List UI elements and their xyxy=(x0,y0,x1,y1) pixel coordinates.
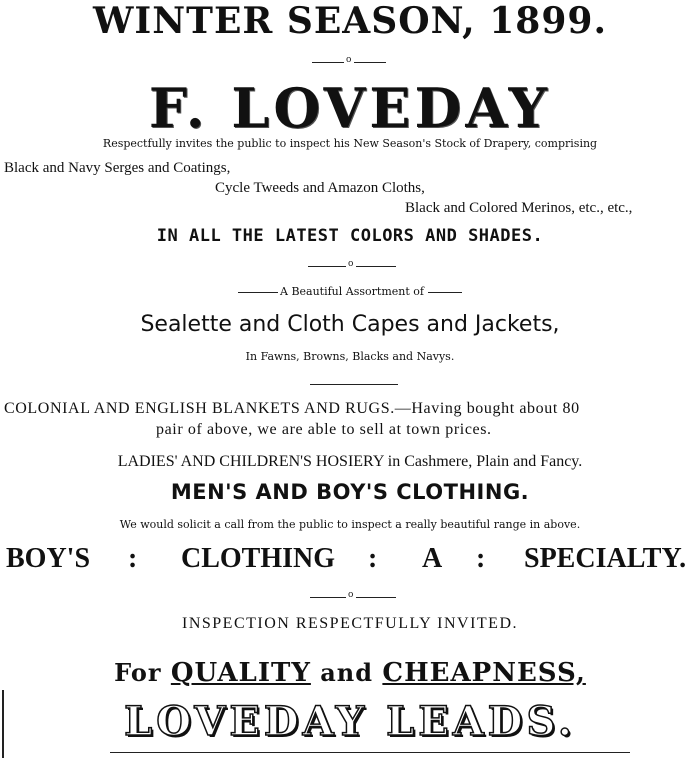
quality-and: and xyxy=(320,658,374,687)
divider-3 xyxy=(310,384,398,385)
capes-shades: In Fawns, Browns, Blacks and Navys. xyxy=(245,350,455,363)
stock-line-3: Black and Colored Merinos, etc., etc., xyxy=(405,200,633,216)
blankets-line-2: pair of above, we are able to sell at town prices. xyxy=(156,421,492,438)
quality-for: For xyxy=(114,658,162,687)
divider-left-2 xyxy=(308,266,346,267)
clothing-solicit: We would solicit a call from the public to inspect a really beautiful range in above. xyxy=(119,518,581,531)
specialty-word-3: A xyxy=(422,543,443,574)
specialty-word-2: CLOTHING xyxy=(181,543,336,574)
clothing-heading: MEN'S AND BOY'S CLOTHING. xyxy=(170,480,530,504)
divider-right-2 xyxy=(356,266,396,267)
divider-mark-2: o xyxy=(348,259,354,269)
page-title: WINTER SEASON, 1899. xyxy=(93,0,607,42)
specialty-sep-3: : xyxy=(476,543,486,574)
stock-line-2: Cycle Tweeds and Amazon Cloths, xyxy=(215,180,425,196)
colors-line: IN ALL THE LATEST COLORS AND SHADES. xyxy=(156,226,544,246)
merchant-name: F. LOVEDAY xyxy=(148,76,552,140)
specialty-word-4: SPECIALTY. xyxy=(524,543,687,574)
divider-right-4 xyxy=(356,597,396,598)
divider-left-4 xyxy=(310,597,346,598)
specialty-sep-2: : xyxy=(368,543,378,574)
hosiery-line: LADIES' AND CHILDREN'S HOSIERY in Cashmere, Plain and Fancy. xyxy=(117,453,583,470)
divider-mark-4: o xyxy=(348,590,354,600)
specialty-word-1: BOY'S xyxy=(6,543,91,574)
left-edge-mark xyxy=(2,690,4,758)
leads-line: LOVEDAY LEADS. xyxy=(124,698,576,745)
bottom-rule xyxy=(110,752,630,753)
quality-word: QUALITY xyxy=(170,658,311,688)
cheapness-word: CHEAPNESS, xyxy=(382,658,586,688)
invite-text: Respectfully invites the public to inspect his New Season's Stock of Drapery, comprising xyxy=(102,137,598,150)
capes-dash-right xyxy=(428,292,462,293)
capes-heading: Sealette and Cloth Capes and Jackets, xyxy=(140,312,560,337)
capes-dash-left xyxy=(238,292,278,293)
inspection-line: INSPECTION RESPECTFULLY INVITED. xyxy=(181,615,519,632)
blankets-line-1: COLONIAL AND ENGLISH BLANKETS AND RUGS.—Having bought about 80 xyxy=(4,400,580,417)
specialty-sep-1: : xyxy=(128,543,138,574)
divider-mark: o xyxy=(346,55,352,65)
quality-line xyxy=(0,658,700,688)
stock-line-1: Black and Navy Serges and Coatings, xyxy=(4,160,231,176)
divider-left xyxy=(312,62,344,63)
capes-intro: A Beautiful Assortment of xyxy=(280,285,424,298)
divider-right xyxy=(354,62,386,63)
